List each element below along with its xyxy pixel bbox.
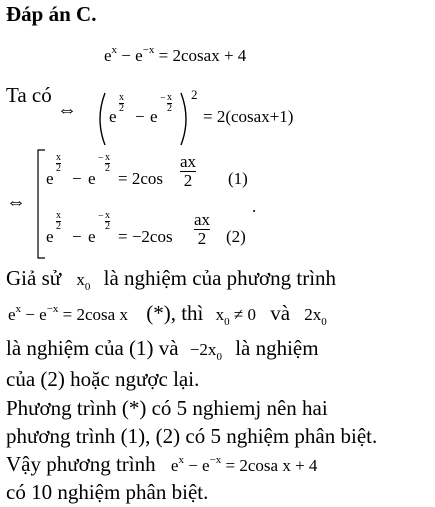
line1-rhs: = 2cos	[118, 169, 163, 188]
step1-rhs: = 2(cosax+1)	[203, 107, 294, 126]
e-base: e	[109, 107, 117, 126]
system-block	[6, 145, 306, 263]
e-base: e	[88, 227, 96, 246]
power: 2	[191, 87, 198, 102]
neg-sign: −	[98, 153, 104, 164]
exp: x	[111, 44, 118, 56]
exp-frac: x 2	[105, 152, 110, 174]
para-line-3: là nghiệm của (1) và $-2x_0$ là nghiệm	[6, 336, 319, 363]
period: .	[252, 197, 257, 216]
exp-frac: x 2	[105, 210, 110, 232]
main-equation	[104, 46, 246, 66]
minus-sign: −	[135, 107, 145, 126]
exp-frac: x 2	[167, 92, 172, 114]
exp-frac: x 2	[119, 92, 124, 114]
para-line-2: $e^x - e^{-x} = 2\cos a$ x (*), thì $x_0 \ne 0$ và $2x_0$	[8, 301, 327, 328]
minus-sign: −	[72, 227, 82, 246]
e-base: e	[104, 46, 112, 65]
line2-rhs: = −2cos	[118, 227, 173, 246]
equation-rhs: = 2cosax + 4	[158, 46, 247, 65]
minus-sign: −	[121, 46, 131, 65]
iff-symbol: ⇔	[6, 191, 26, 213]
label-2: (2)	[226, 227, 246, 246]
para-line-8: có 10 nghiệm phân biệt.	[6, 480, 209, 504]
line2-frac: $\frac{ax}{2}$	[194, 210, 211, 248]
iff-symbol: ⇔	[57, 99, 77, 121]
para-line-4: của (2) hoặc ngược lại.	[6, 367, 200, 391]
para-line-5: Phương trình (*) có 5 nghiemj nên hai	[6, 396, 328, 420]
exp-frac: x 2	[56, 210, 61, 232]
para-line-1: Giả sử $x_0$ là nghiệm của phương trình	[6, 266, 337, 293]
e-base: e	[150, 107, 158, 126]
minus-sign: −	[72, 169, 82, 188]
para-line-6: phương trình (1), (2) có 5 nghiệm phân biệt.	[6, 424, 378, 448]
e-base: e	[135, 46, 143, 65]
e-base: e	[46, 227, 54, 246]
neg-sign: −	[98, 211, 104, 222]
exp: −x	[142, 44, 155, 56]
neg-sign: −	[160, 93, 166, 104]
answer-title: Đáp án C.	[6, 2, 97, 26]
exp-frac: x 2	[56, 152, 61, 174]
label-1: (1)	[228, 169, 248, 188]
ta-co-label: Ta có	[6, 83, 52, 107]
system-bracket	[36, 149, 46, 259]
e-base: e	[46, 169, 54, 188]
left-paren	[93, 91, 107, 147]
line1-frac: $\frac{ax}{2}$	[180, 152, 197, 190]
e-base: e	[88, 169, 96, 188]
para-line-7: Vậy phương trình $e^x - e^{-x} = 2\cos a$ x + 4	[6, 452, 318, 476]
